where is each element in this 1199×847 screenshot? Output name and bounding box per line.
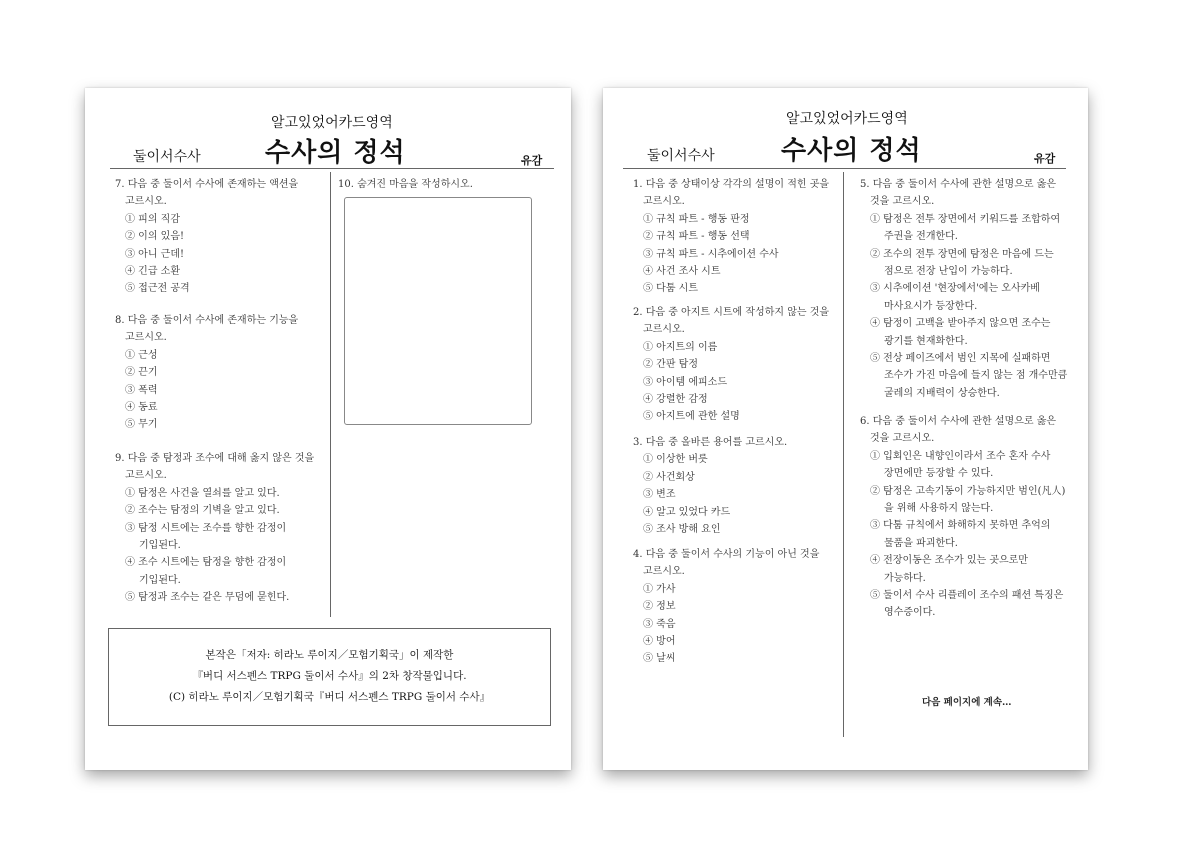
page-title: 수사의 정석 <box>265 138 406 168</box>
exam-page-right <box>603 88 1088 770</box>
answer-option: ② 간판 탐정 <box>643 359 698 371</box>
answer-option: ④ 동료 <box>125 402 158 414</box>
question-7 <box>115 176 298 298</box>
answer-option: ⑤ 아지트에 관한 설명 <box>643 411 740 423</box>
answer-option: ④ 알고 있었다 카드 <box>643 506 731 518</box>
answer-option: ③ 변조 <box>643 489 676 501</box>
notice-line: (C) 히라노 루이지／모험기획국『버디 서스펜스 TRPG 둘이서 수사』 <box>168 691 491 703</box>
answer-option: ⑤ 탐정과 조수는 같은 무덤에 묻힌다. <box>125 592 290 604</box>
answer-option: ⑤ 다툼 시트 <box>643 283 698 295</box>
header-divider <box>110 168 554 169</box>
answer-option: ② 조수는 탐정의 기벽을 알고 있다. <box>125 505 280 517</box>
answer-option: 굴레의 지배력이 상승한다. <box>884 387 1000 399</box>
answer-option: ① 근성 <box>125 349 158 361</box>
question-stem: 10. 숨겨진 마음을 작성하시오. <box>338 179 473 190</box>
answer-option: ① 이상한 버릇 <box>643 454 708 466</box>
page-title: 수사의 정석 <box>781 136 922 166</box>
answer-textbox[interactable] <box>344 197 532 425</box>
answer-option: ⑤ 전상 페이즈에서 범인 지목에 실패하면 <box>870 353 1051 365</box>
answer-option: ④ 방어 <box>643 636 676 648</box>
header-left-label: 둘이서수사 <box>133 149 201 165</box>
header-subtitle: 알고있었어카드영역 <box>786 111 908 127</box>
question-stem: 7. 다음 중 둘이서 수사에 존재하는 액션을 <box>115 179 299 190</box>
question-4 <box>633 546 819 668</box>
question-stem: 고르시오. <box>643 196 685 208</box>
answer-option: ① 입회인은 내향인이라서 조수 혼자 수사 <box>870 450 1051 462</box>
header-subtitle: 알고있었어카드영역 <box>271 115 393 131</box>
answer-option: 가능하다. <box>884 572 926 584</box>
answer-option: 마사요시가 등장한다. <box>884 300 978 312</box>
answer-option: 광기를 현재화한다. <box>884 335 968 347</box>
question-stem: 5. 다음 중 둘이서 수사에 관한 설명으로 옳은 <box>860 179 1057 190</box>
question-stem: 고르시오. <box>643 566 685 578</box>
answer-option: ⑤ 무기 <box>125 419 158 431</box>
question-stem: 2. 다음 중 아지트 시트에 작성하지 않는 것을 <box>633 307 830 318</box>
answer-option: ③ 규칙 파트 - 시추에이션 수사 <box>643 248 779 260</box>
question-6 <box>860 413 1065 622</box>
column-divider <box>330 172 331 617</box>
answer-option: ① 탐정은 전투 장면에서 키워드를 조합하여 <box>870 213 1061 225</box>
answer-option: ④ 전장이동은 조수가 있는 곳으로만 <box>870 555 1028 567</box>
answer-option: 물품을 파괴한다. <box>884 537 958 549</box>
question-stem: 고르시오. <box>125 470 167 482</box>
header-right-label: 유감 <box>1034 152 1056 165</box>
answer-option: ④ 긴급 소환 <box>125 266 180 278</box>
question-stem: 4. 다음 중 둘이서 수사의 기능이 아닌 것을 <box>633 549 820 560</box>
question-stem: 고르시오. <box>125 196 167 208</box>
answer-option: ③ 아이템 에피소드 <box>643 376 727 388</box>
answer-option: ③ 탐정 시트에는 조수를 향한 감정이 <box>125 522 287 534</box>
answer-option: ① 규칙 파트 - 행동 판정 <box>643 213 750 225</box>
answer-option: ② 조수의 전투 장면에 탐정은 마음에 드는 <box>870 248 1054 260</box>
answer-option: 영수증이다. <box>884 607 936 619</box>
answer-option: ⑤ 조사 방해 요인 <box>643 524 721 536</box>
answer-option: ⑤ 둘이서 수사 리플레이 조수의 패션 특징은 <box>870 590 1064 602</box>
answer-option: ④ 조수 시트에는 탐정을 향한 감정이 <box>125 557 287 569</box>
answer-option: 장면에만 등장할 수 있다. <box>884 468 994 480</box>
question-2 <box>633 304 829 426</box>
question-stem: 고르시오. <box>643 324 685 336</box>
question-stem: 3. 다음 중 올바른 용어를 고르시오. <box>633 437 788 448</box>
answer-option: ③ 다툼 규칙에서 화해하지 못하면 추억의 <box>870 520 1051 532</box>
answer-option: 기입된다. <box>139 574 181 586</box>
question-stem: 것을 고르시오. <box>870 196 935 208</box>
question-stem: 9. 다음 중 탐정과 조수에 대해 옳지 않은 것을 <box>115 453 315 464</box>
question-1 <box>633 176 829 298</box>
answer-option: 주권을 전개한다. <box>884 231 958 243</box>
answer-option: ③ 폭력 <box>125 384 158 396</box>
answer-option: ② 탐정은 고속기동이 가능하지만 범인(凡人) <box>870 485 1066 497</box>
answer-option: ③ 시추에이션 '현장에서'에는 오사카베 <box>870 283 1040 295</box>
question-10 <box>338 176 473 193</box>
answer-option: 점으로 전장 난입이 가능하다. <box>884 266 1013 278</box>
answer-option: ① 피의 직감 <box>125 213 180 225</box>
answer-option: 을 위해 사용하지 않는다. <box>884 503 994 515</box>
answer-option: ① 탐정은 사건을 열쇠를 알고 있다. <box>125 487 280 499</box>
exam-page-left <box>85 88 571 770</box>
answer-option: 기입된다. <box>139 540 181 552</box>
answer-option: ③ 아니 근데! <box>125 248 185 260</box>
question-stem: 고르시오. <box>125 332 167 344</box>
answer-option: ② 끈기 <box>125 367 158 379</box>
answer-option: ⑤ 날씨 <box>643 653 676 665</box>
answer-option: ② 이의 있음! <box>125 231 185 243</box>
question-stem: 것을 고르시오. <box>870 433 935 445</box>
copyright-notice <box>108 628 551 726</box>
notice-line: 『버디 서스펜스 TRPG 둘이서 수사』의 2차 창작물입니다. <box>192 670 467 682</box>
answer-option: ① 아지트의 이름 <box>643 341 718 353</box>
answer-option: 조수가 가진 마음에 들지 않는 점 개수만큼 <box>884 370 1068 382</box>
question-3 <box>633 434 787 538</box>
question-9 <box>115 450 314 607</box>
answer-option: ② 규칙 파트 - 행동 선택 <box>643 231 750 243</box>
continue-note: 다음 페이지에 계속… <box>922 697 1012 708</box>
answer-option: ② 사건회상 <box>643 471 695 483</box>
column-divider <box>843 172 844 737</box>
answer-option: ③ 죽음 <box>643 618 676 630</box>
question-stem: 6. 다음 중 둘이서 수사에 관한 설명으로 옳은 <box>860 416 1057 427</box>
header-divider <box>623 168 1066 169</box>
answer-option: ④ 탐정이 고백을 받아주지 않으면 조수는 <box>870 318 1051 330</box>
answer-option: ① 가사 <box>643 583 676 595</box>
header-left-label: 둘이서수사 <box>647 148 715 164</box>
header-right-label: 유감 <box>521 154 543 167</box>
question-5 <box>860 176 1067 402</box>
answer-option: ⑤ 접근전 공격 <box>125 283 190 295</box>
question-8 <box>115 312 298 434</box>
answer-option: ② 정보 <box>643 601 676 613</box>
answer-option: ④ 강렬한 감정 <box>643 394 708 406</box>
notice-line: 본작은「저자: 히라노 루이지／모험기획국」이 제작한 <box>205 649 454 661</box>
question-stem: 1. 다음 중 상태이상 각각의 설명이 적힌 곳을 <box>633 179 830 190</box>
question-stem: 8. 다음 중 둘이서 수사에 존재하는 기능을 <box>115 315 299 326</box>
answer-option: ④ 사건 조사 시트 <box>643 266 721 278</box>
